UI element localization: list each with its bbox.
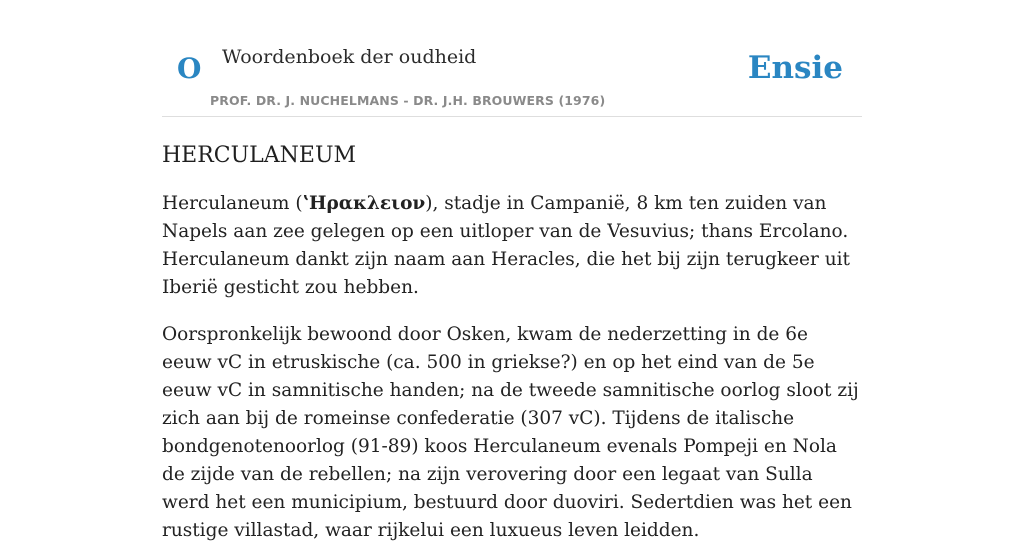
- greek-name: ʽΗρακλειον: [302, 193, 426, 214]
- book-letter-logo[interactable]: O: [177, 52, 202, 85]
- entry-text: Herculaneum (: [162, 193, 303, 214]
- page: [162, 0, 862, 545]
- entry-title: HERCULANEUM: [162, 143, 357, 168]
- book-header: [162, 0, 862, 117]
- entry-paragraph-2: Oorspronkelijk bewoond door Osken, kwam de nederzetting in de 6e eeuw vC in etruskische (ca. 500 in griekse?) en op het eind van de 5e eeuw vC in samnitische handen; na de tweede samnitische oorlog sloot zij zich aan bij de romeinse confederatie (307 vC). Tijdens de italische bondgenotenoorlog (91-89) koos Herculaneum evenals Pompeji en Nola de zijde van de rebellen; na zijn verovering door een legaat van Sulla werd het een municipium, bestuurd door duoviri. Sedertdien was het een rustige villastad, waar rijkelui een luxueus leven leidden.: [162, 324, 859, 541]
- entry-paragraph-1: [162, 190, 862, 302]
- entry-text: ), stadje in Campanië, 8 km ten zuiden van Napels aan zee gelegen op een uitloper van de Vesuvius; thans Ercolano. Herculaneum dankt zijn naam aan Heracles, die het bij zijn terugkeer uit Iberië gesticht zou hebben.: [162, 193, 850, 298]
- book-authors: PROF. DR. J. NUCHELMANS - DR. J.H. BROUWERS (1976): [210, 93, 606, 108]
- book-title[interactable]: Woordenboek der oudheid: [222, 46, 477, 68]
- ensie-logo-link[interactable]: Ensie: [747, 50, 843, 86]
